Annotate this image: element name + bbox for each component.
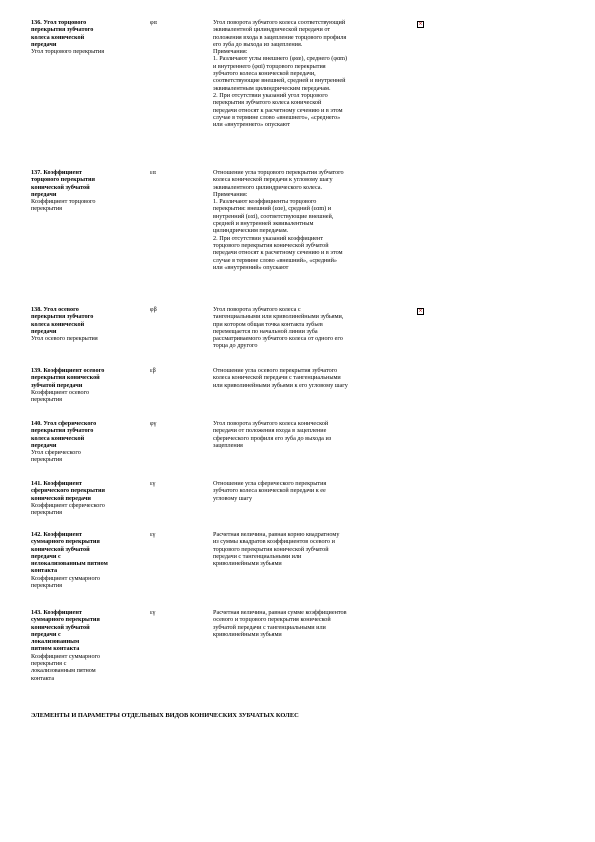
term-short-form: Коэффициент суммарного перекрытия [31, 574, 101, 590]
term-title: 140. Угол сферического перекрытия зубчатого колеса конической передачи [31, 420, 97, 449]
term-symbol: φβ [150, 306, 157, 313]
term-definition: Отношение угла сферического перекрытия зубчатого колеса конической передачи к ее угловому шагу [213, 480, 327, 502]
term-name [31, 169, 141, 213]
term-name [31, 19, 141, 55]
term-title: 141. Коэффициент сферического перекрытия конической передачи [31, 480, 105, 502]
term-short-form: Коэффициент суммарного перекрытия с локализованным пятном контакта [31, 652, 101, 682]
term-symbol: φα [150, 19, 157, 26]
term-title: 136. Угол торцового перекрытия зубчатого колеса конической передачи [31, 19, 94, 48]
term-short-form: Угол осевого перекрытия [31, 335, 98, 343]
term-name [31, 367, 141, 403]
term-short-form: Угол сферического перекрытия [31, 449, 81, 464]
term-symbol: εβ [150, 367, 156, 374]
section-heading: ЭЛЕМЕНТЫ И ПАРАМЕТРЫ ОТДЕЛЬНЫХ ВИДОВ КОНИЧЕСКИХ ЗУБЧАТЫХ КОЛЕС [31, 712, 299, 719]
term-definition: Отношение угла торцового перекрытия зубчатого колеса конической передачи к угловому шагу эквивалентного цилиндрического колеса. Примечания: 1. Различают коэффициенты торцового перекрытия: внешний (εαe), средний (εαm) и внутренний (εαi), соответствующие внешней, средней и внутренней эквивалентным цилиндрическим передачам. 2. При отсутствии указаний коэффициент торцового перекрытия конической зубчатой передачи относят к расчетному сечению и в этом случае в термине слово «внешний», «средний» или «внутренний» опускают [213, 169, 344, 271]
term-name [31, 420, 141, 464]
term-short-form: Коэффициент сферического перекрытия [31, 501, 105, 517]
term-name [31, 306, 141, 342]
term-name [31, 531, 141, 589]
term-name [31, 609, 141, 682]
term-title: 142. Коэффициент суммарного перекрытия конической зубчатой передачи с нелокализованным пятном контакта [31, 531, 108, 575]
term-title: 139. Коэффициент осевого перекрытия конической зубчатой передачи [31, 367, 105, 389]
term-symbol: εα [150, 169, 156, 176]
term-title: 137. Коэффициент торцового перекрытия конической зубчатой передачи [31, 169, 95, 198]
term-symbol: εγ [150, 531, 156, 538]
term-name [31, 480, 141, 516]
term-short-form: Угол торцового перекрытия [31, 48, 105, 56]
term-definition: Угол поворота зубчатого колеса соответствующий эквивалентной цилиндрической передачи от положения входа в зацепление торцового профиля его зуба до выхода из зацепления. Примечания: 1. Различают углы внешнего (φαe), среднего (φαm) и внутреннего (φαi) торцового перекрытия зубчатого колеса конической передачи, соответствующие внешней, средней и внутренней эквивалентным цилиндрическим передачам. 2. При отсутствии указаний угол торцового перекрытия зубчатого колеса конической передачи относят к расчетному сечению и в этом случае в термине слово «внешнего», «среднего» или «внутреннего» опускают [213, 19, 348, 129]
term-title: 143. Коэффициент суммарного перекрытия конической зубчатой передачи с локализованным пятном контакта [31, 609, 100, 653]
broken-image-icon: × [418, 21, 423, 27]
term-symbol: εγ [150, 480, 156, 487]
term-definition: Угол поворота зубчатого колеса с тангенциальными или криволинейными зубьями, при котором общая точка контакта зубьев перемещается по начальной линии зуба рассматриваемого зубчатого колеса от одного его торца до другого [213, 306, 344, 350]
term-definition: Расчетная величина, равная сумме коэффициентов осевого и торцового перекрытия конической зубчатой передачи с тангенциальными или криволинейными зубьями [213, 609, 347, 638]
broken-image-icon: × [418, 308, 423, 314]
term-title: 138. Угол осевого перекрытия зубчатого колеса конической передачи [31, 306, 94, 335]
term-definition: Отношение угла осевого перекрытия зубчатого колеса конической передачи с тангенциальными или криволинейными зубьями к его угловому шагу [213, 367, 348, 389]
term-definition: Угол поворота зубчатого колеса конической передачи от положения входа в зацепление сферического профиля его зуба до выхода из зацепления [213, 420, 332, 449]
term-definition: Расчетная величина, равная корню квадратному из суммы квадратов коэффициентов осевого и торцового перекрытия конической зубчатой передачи с тангенциальными или криволинейными зубьями [213, 531, 340, 568]
term-symbol: εγ [150, 609, 156, 616]
term-short-form: Коэффициент осевого перекрытия [31, 388, 90, 404]
term-short-form: Коэффициент торцового перекрытия [31, 198, 96, 213]
term-symbol: φγ [150, 420, 157, 427]
